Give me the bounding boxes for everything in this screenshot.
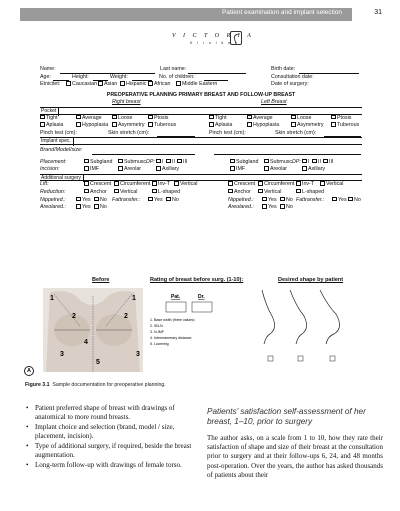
rating-label: Rating of breast before surg. (1-10): [150, 277, 244, 283]
checkbox[interactable] [118, 166, 123, 171]
checkbox[interactable] [148, 122, 153, 127]
page-number: 31 [374, 9, 382, 16]
marker-number: 4 [84, 339, 88, 346]
checkbox[interactable] [84, 159, 89, 164]
nippelred-label: Nippelred.: [228, 196, 254, 203]
shape-checkbox[interactable] [330, 356, 335, 361]
option-label: No [286, 204, 293, 211]
list-item: • Implant choice and selection (brand, model / size, placement, incision). [26, 423, 198, 442]
option-label: Anchor [234, 189, 251, 196]
pinch-label: Pinch test (cm): [209, 129, 246, 136]
option-label: Average [253, 114, 273, 121]
legend-item: 2. SN-N [150, 324, 163, 328]
profile-round [320, 290, 340, 344]
name-label: Name: [40, 66, 56, 72]
option-label: II [318, 158, 321, 165]
option-label: Crescent [90, 181, 112, 188]
checkbox[interactable] [40, 122, 45, 127]
option-label: Vertical [264, 189, 282, 196]
marker-number: 1 [50, 295, 54, 302]
nippelred-label: Nippelred.: [40, 196, 66, 203]
left-breast-label: Left Breast [261, 99, 287, 106]
option-label: L-shaped [302, 189, 325, 196]
checkbox[interactable] [320, 181, 325, 186]
lift-label: Lift: [40, 181, 49, 188]
checkbox[interactable] [228, 181, 233, 186]
checkbox[interactable] [94, 204, 99, 209]
fattransfer-label: Fattransfer.: [112, 196, 141, 203]
checkbox[interactable] [209, 115, 214, 120]
fattransfer-label: Fattransfer.: [296, 196, 325, 203]
option-label: Loose [297, 114, 312, 121]
option-label: No [100, 204, 107, 211]
option-label: Vertical [180, 181, 198, 188]
checkbox[interactable] [262, 197, 267, 202]
torso-drawing [40, 286, 360, 384]
before-label: Before [92, 277, 110, 283]
option-label: Tight [46, 114, 58, 121]
option-label: III [329, 158, 334, 165]
option-label: L-shaped [158, 189, 181, 196]
option-label: Yes [268, 196, 277, 203]
option-label: Axillary [162, 166, 180, 173]
checkbox[interactable] [166, 197, 171, 202]
checkbox[interactable] [112, 115, 117, 120]
checkbox[interactable] [120, 81, 125, 86]
marker-number: 3 [136, 351, 140, 358]
ethnicity-option: Hispanic [126, 81, 147, 88]
last-name-label: Last name: [160, 66, 187, 72]
checkbox[interactable] [114, 181, 119, 186]
option-label: No [100, 196, 107, 203]
option-label: Inv-T [158, 181, 171, 188]
legend-item: 4. Intermammary distance [150, 336, 192, 340]
checkbox[interactable] [174, 181, 179, 186]
option-label: Yes [82, 204, 91, 211]
ethnicity-option: African [154, 81, 171, 88]
desired-shape-label: Desired shape by patient [278, 277, 344, 283]
option-label: Asymmetry [118, 122, 145, 129]
implant-spec-label: Implant spec. [41, 138, 74, 146]
option-label: III [183, 158, 188, 165]
legend-item: 1. Base width (three values) [150, 318, 195, 322]
checkbox[interactable] [280, 197, 285, 202]
dp-label: DP: [292, 158, 301, 165]
marker-number: 2 [72, 313, 76, 320]
planning-form [40, 66, 362, 212]
option-label: Hypoplasia [82, 122, 109, 129]
checkbox[interactable] [247, 122, 252, 127]
checkbox[interactable] [262, 204, 267, 209]
option-label: Loose [118, 114, 133, 121]
checkbox[interactable] [258, 181, 263, 186]
checkbox[interactable] [152, 189, 157, 194]
option-label: Aplasia [46, 122, 64, 129]
pocket-section [40, 107, 362, 115]
skin-label: Skin stretch (cm): [275, 129, 317, 136]
checkbox[interactable] [247, 115, 252, 120]
checkbox[interactable] [148, 115, 153, 120]
marker-number: 5 [96, 359, 100, 366]
checkbox[interactable] [84, 181, 89, 186]
option-label: Submusc [270, 158, 293, 165]
height-label: Height: [72, 73, 89, 80]
checkbox[interactable] [84, 189, 89, 194]
checkbox[interactable] [312, 159, 317, 164]
ethnicity-option: Caucasian [72, 81, 98, 88]
pat-rating-box[interactable] [166, 302, 186, 312]
checkbox[interactable] [296, 189, 301, 194]
brand-label: Brand/Model/size: [40, 146, 83, 153]
checkbox[interactable] [66, 81, 71, 86]
pocket-label: Pocket [41, 108, 59, 116]
option-label: Yes [338, 196, 347, 203]
checkbox[interactable] [114, 189, 119, 194]
checkbox[interactable] [118, 159, 123, 164]
checkbox[interactable] [166, 159, 171, 164]
option-label: Anchor [90, 189, 107, 196]
checkbox[interactable] [156, 158, 164, 165]
option-label: Tight [215, 114, 227, 121]
option-label: I [162, 158, 164, 165]
option-label: Yes [268, 204, 277, 211]
checkbox[interactable] [76, 197, 81, 202]
checkbox[interactable] [177, 159, 182, 164]
option-label: Areolar [270, 166, 288, 173]
form-title: PREOPERATIVE PLANNING PRIMARY BREAST AND FOLLOW-UP BREAST [106, 91, 296, 98]
pat-label: Pat. [171, 294, 181, 300]
option-label: Average [82, 114, 102, 121]
checkbox[interactable] [76, 204, 81, 209]
option-label: Asymmetry [297, 122, 324, 129]
option-label: Circumferent [120, 181, 151, 188]
shape-checkbox[interactable] [298, 356, 303, 361]
option-label: Hypoplasia [253, 122, 280, 129]
panel-label: A [24, 366, 34, 376]
page-header [0, 8, 400, 21]
option-label: IMF [236, 166, 246, 173]
birth-date-label: Birth date: [271, 66, 296, 72]
profile-anatomical [262, 290, 275, 344]
list-item: • Patient preferred shape of breast with drawings of anatomical to more round breasts. [26, 404, 198, 423]
implant-spec-section [40, 137, 362, 145]
areolared-label: Areolared.: [40, 204, 66, 211]
marker-number: 1 [132, 295, 136, 302]
placement-label: Placement: [40, 158, 67, 165]
option-label: IMF [90, 166, 100, 173]
areolared-label: Areolared.: [228, 204, 254, 211]
option-label: Subgland [90, 158, 113, 165]
option-label: Vertical [326, 181, 344, 188]
checkbox[interactable] [323, 159, 328, 164]
option-label: Ptosis [154, 114, 169, 121]
checkbox[interactable] [112, 122, 117, 127]
option-label: Yes [154, 196, 163, 203]
checkbox[interactable] [291, 122, 296, 127]
reduction-label: Reduction: [40, 188, 66, 195]
children-label: No. of children: [159, 73, 195, 80]
right-breast-label: Right breast [112, 99, 141, 106]
checkbox[interactable] [156, 166, 161, 171]
option-label: I [308, 158, 310, 165]
checkbox[interactable] [331, 115, 336, 120]
weight-label: Weight: [110, 73, 128, 80]
checkbox[interactable] [302, 166, 307, 171]
option-label: Aplasia [215, 122, 233, 129]
option-label: Yes [82, 196, 91, 203]
sketch-section [40, 277, 360, 378]
figure-number: Figure 3.1 [25, 382, 50, 388]
checkbox[interactable] [331, 122, 336, 127]
incision-label: Incision: [40, 166, 60, 173]
brand-field[interactable] [92, 149, 195, 155]
checkbox[interactable] [264, 166, 269, 171]
dr-label: Dr. [198, 294, 205, 300]
surgery-date-label: Date of surgery: [271, 81, 309, 88]
checkbox[interactable] [148, 197, 153, 202]
checkbox[interactable] [332, 197, 337, 202]
option-label: Areolar [124, 166, 142, 173]
option-label: Submusc [124, 158, 147, 165]
checkbox[interactable] [98, 81, 103, 86]
checkbox[interactable] [176, 81, 181, 86]
checkbox[interactable] [84, 166, 89, 171]
pinch-label: Pinch test (cm): [40, 129, 77, 136]
option-label: Tuberous [154, 122, 177, 129]
section-title: Patient examination and implant selection [222, 9, 342, 16]
checkbox[interactable] [302, 158, 310, 165]
dp-label: DP: [146, 158, 155, 165]
checkbox[interactable] [230, 159, 235, 164]
additional-surgery-label: Additional surgery [41, 175, 84, 183]
option-label: Tuberous [337, 122, 360, 129]
option-label: Ptosis [337, 114, 352, 121]
checkbox[interactable] [94, 197, 99, 202]
option-label: Inv-T [302, 181, 315, 188]
age-label: Age: [40, 73, 51, 80]
checkbox[interactable] [76, 115, 81, 120]
legend-item: 5. Lowering [150, 342, 169, 346]
section-heading: Patients’ satisfaction self-assessment of her breast, 1–10, prior to surgery [207, 407, 366, 426]
option-label: No [286, 196, 293, 203]
figure-caption-text: Sample documentation for preoperative planning. [52, 382, 166, 388]
checkbox[interactable] [291, 115, 296, 120]
profile-moderate [290, 290, 307, 344]
ethnicity-option: Asian [104, 81, 118, 88]
list-item: • Type of additional surgery, if required, beside the breast augmentation. [26, 442, 198, 461]
option-label: Subgland [236, 158, 259, 165]
checkbox[interactable] [348, 197, 353, 202]
brand-field[interactable] [214, 149, 361, 155]
checkbox[interactable] [40, 115, 45, 120]
option-label: No [354, 196, 361, 203]
shape-checkbox[interactable] [268, 356, 273, 361]
ethnicity-label: Etnicitet: [40, 81, 61, 88]
checkbox[interactable] [228, 189, 233, 194]
body-paragraph: The author asks, on a scale from 1 to 10, how they rate their satisfaction of shape and size of their breast at the consultation prior to surgery and at their follow-ups 6, 24, and 48 months post-operation. Over the years, the author has asked thousands of patients about their [207, 434, 383, 479]
checkbox[interactable] [264, 159, 269, 164]
skin-label: Skin stretch (cm): [108, 129, 150, 136]
checkbox[interactable] [148, 81, 153, 86]
legend-item: 3. N-IMF [150, 330, 164, 334]
checkbox[interactable] [296, 181, 301, 186]
checkbox[interactable] [280, 204, 285, 209]
option-label: II [172, 158, 175, 165]
option-label: Axillary [308, 166, 326, 173]
ethnicity-option: Middle Eastern [182, 81, 218, 88]
marker-number: 3 [60, 351, 64, 358]
option-label: No [172, 196, 179, 203]
consultation-label: Consultation date: [271, 73, 314, 80]
bullet-list [26, 404, 198, 471]
clinic-logo-icon [230, 31, 242, 45]
clinic-logo-subtitle: K l i n i k e n [190, 41, 240, 45]
option-label: Circumferent [264, 181, 295, 188]
option-label: Crescent [234, 181, 256, 188]
dr-rating-box[interactable] [192, 302, 212, 312]
marker-number: 2 [124, 313, 128, 320]
checkbox[interactable] [152, 181, 157, 186]
checkbox[interactable] [76, 122, 81, 127]
additional-surgery-section [40, 174, 362, 182]
clinic-logo-text: V I C T O R I A [172, 33, 254, 39]
option-label: Vertical [120, 189, 138, 196]
checkbox[interactable] [209, 122, 214, 127]
figure-caption [25, 382, 166, 388]
checkbox[interactable] [258, 189, 263, 194]
checkbox[interactable] [230, 166, 235, 171]
list-item: • Long-term follow-up with drawings of female torso. [26, 461, 198, 470]
